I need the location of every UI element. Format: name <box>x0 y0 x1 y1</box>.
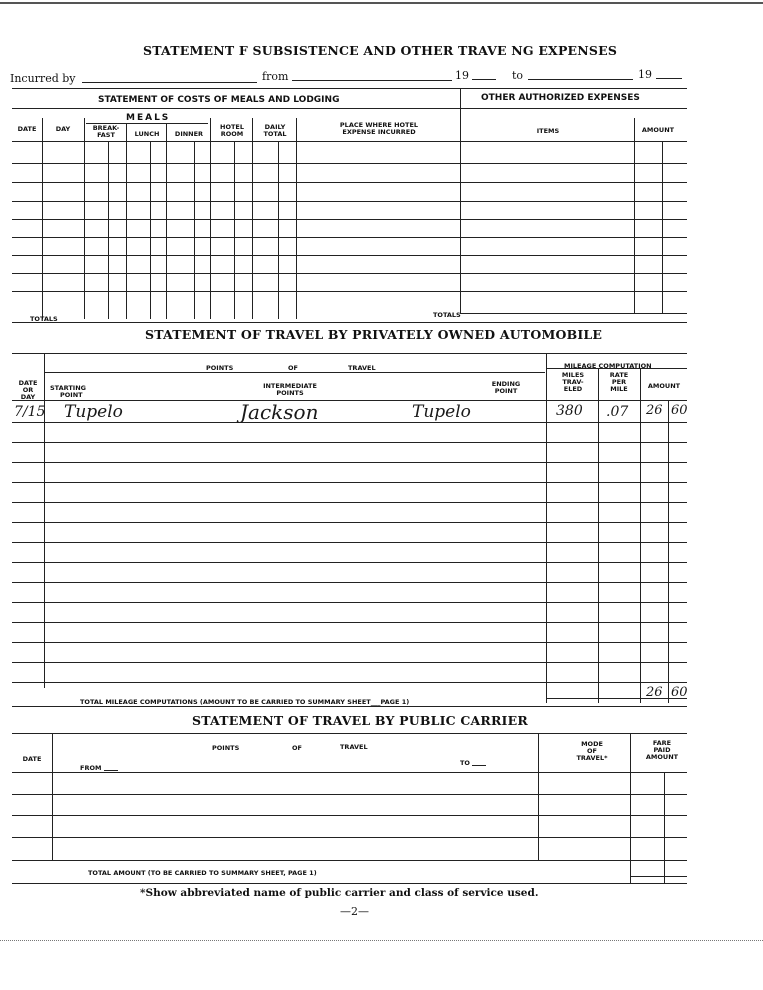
carrier-row-line <box>12 860 687 861</box>
carrier-col-from: FROM <box>80 764 102 772</box>
auto-col-starting <box>50 385 86 399</box>
points-header-rule <box>44 372 545 373</box>
carrier-total-label: TOTAL AMOUNT (TO BE CARRIED TO SUMMARY SHEET, PAGE 1) <box>88 869 317 877</box>
col-hotel-line1: HOTEL <box>220 123 244 131</box>
carrier-header-bottom-rule <box>12 772 687 773</box>
meals-row-line <box>12 182 687 183</box>
auto-col-miles <box>548 372 598 393</box>
auto-col-intermediate-line1: INTERMEDIATE <box>263 382 317 390</box>
meals-row-line <box>12 291 687 292</box>
meals-cents-divider <box>150 141 151 319</box>
to-label: to <box>512 69 524 82</box>
meals-table-bottom-border <box>12 322 687 323</box>
auto-col-ending-line1: ENDING <box>491 380 521 388</box>
carrier-row-line <box>12 794 687 795</box>
carrier-table-bottom-border <box>12 883 687 884</box>
auto-cents-divider <box>668 400 669 703</box>
carrier-col-fare-line2: PAID <box>653 746 671 754</box>
entry-amount-cents: 60 <box>671 403 688 418</box>
auto-col-rate-line2: PER <box>611 378 627 386</box>
meals-cents-divider <box>234 141 235 319</box>
col-place-line2: EXPENSE INCURRED <box>342 128 416 136</box>
other-totals-rule <box>460 313 687 314</box>
auto-col-intermediate-line2: POINTS <box>276 389 304 397</box>
auto-total-dollars: 26 <box>646 685 663 700</box>
year-from-field[interactable] <box>472 79 496 80</box>
carrier-col-divider <box>52 733 53 861</box>
auto-row-line <box>12 542 687 543</box>
carrier-col-mode-line1: MODE <box>581 740 603 748</box>
other-expenses-title: OTHER AUTHORIZED EXPENSES <box>481 93 640 103</box>
col-breakfast-line2: FAST <box>97 131 115 139</box>
carrier-to-field-rule <box>472 765 486 766</box>
entry-starting-point: Tupelo <box>64 402 123 422</box>
meals-row-line <box>12 273 687 274</box>
carrier-row-line <box>12 815 687 816</box>
meals-row-line <box>12 201 687 202</box>
col-dinner: DINNER <box>174 130 204 138</box>
auto-travel-label: TRAVEL <box>348 364 376 372</box>
auto-row-line <box>12 442 687 443</box>
incurred-by-label: Incurred by <box>10 72 76 85</box>
col-breakfast <box>86 125 126 139</box>
col-daily-total <box>254 124 296 138</box>
form-title: STATEMENT F SUBSISTENCE AND OTHER TRAVE NG EXPENSES <box>143 43 618 58</box>
mileage-header-rule <box>546 368 687 369</box>
carrier-col-fare <box>638 740 686 761</box>
auto-col-starting-line1: STARTING <box>50 384 86 392</box>
carrier-col-to: TO <box>460 759 470 767</box>
col-lunch: LUNCH <box>134 130 160 138</box>
carrier-cents-divider <box>664 772 665 883</box>
auto-col-divider <box>546 353 547 703</box>
carrier-col-mode <box>570 741 614 762</box>
year-prefix-from: 19 <box>455 69 469 82</box>
to-field[interactable] <box>528 79 633 80</box>
from-field[interactable] <box>292 80 452 81</box>
meals-cents-divider <box>194 141 195 319</box>
auto-row-line <box>12 502 687 503</box>
entry-intermediate-points: Jackson <box>240 400 319 424</box>
carrier-from-field-rule <box>104 770 118 771</box>
carrier-points-label: POINTS <box>212 744 240 752</box>
auto-col-divider <box>598 368 599 703</box>
meals-row-line <box>12 219 687 220</box>
auto-total-cents: 60 <box>671 685 688 700</box>
carrier-section-title: STATEMENT OF TRAVEL BY PUBLIC CARRIER <box>192 713 528 728</box>
carrier-of-label: OF <box>292 744 302 752</box>
auto-col-date-line3: DAY <box>20 393 36 401</box>
from-label: from <box>262 70 289 83</box>
auto-col-date <box>14 380 42 401</box>
entry-miles: 380 <box>556 403 583 419</box>
carrier-col-fare-line3: AMOUNT <box>645 753 679 761</box>
col-meals: MEALS <box>126 113 171 123</box>
carrier-col-fare-line1: FARE <box>652 739 672 747</box>
meals-totals-label: TOTALS <box>30 315 58 323</box>
auto-col-date-line2: OR <box>22 386 34 394</box>
carrier-travel-label: TRAVEL <box>340 743 368 751</box>
col-amount: AMOUNT <box>641 126 675 134</box>
carrier-totals-rule <box>630 876 687 877</box>
auto-col-date-line1: DATE <box>18 379 38 387</box>
auto-col-miles-line3: ELED <box>563 385 583 393</box>
entry-rate: .07 <box>606 404 629 420</box>
mileage-computation-label: MILEAGE COMPUTATION <box>564 362 652 370</box>
auto-col-ending-line2: POINT <box>494 387 518 395</box>
col-hotel-line2: ROOM <box>220 130 244 138</box>
col-date: DATE <box>17 125 37 133</box>
entry-ending-point: Tupelo <box>412 402 471 422</box>
bottom-edge-dots <box>0 940 763 941</box>
carrier-table-top-border <box>12 733 687 734</box>
footnote: *Show abbreviated name of public carrier and class of service used. <box>140 887 539 899</box>
auto-total-label: TOTAL MILEAGE COMPUTATIONS (AMOUNT TO BE CARRIED TO SUMMARY SHEET___PAGE 1) <box>80 698 410 706</box>
auto-row-line <box>12 482 687 483</box>
entry-date: 7/15 <box>14 404 46 420</box>
meals-row-line <box>12 237 687 238</box>
year-prefix-to: 19 <box>638 68 652 81</box>
top-edge-rule <box>0 2 763 4</box>
auto-row-line <box>12 582 687 583</box>
meals-table-top-border <box>12 88 687 89</box>
carrier-col-mode-line3: TRAVEL* <box>576 754 608 762</box>
auto-row-line <box>12 642 687 643</box>
col-daily-line1: DAILY <box>264 123 286 131</box>
col-items: ITEMS <box>536 127 560 135</box>
meals-title-rule <box>12 108 687 109</box>
col-place-line1: PLACE WHERE HOTEL <box>339 121 419 129</box>
auto-col-intermediate <box>250 383 330 397</box>
auto-col-rate-line1: RATE <box>609 371 629 379</box>
meals-col-divider <box>634 118 635 313</box>
col-place <box>298 122 460 136</box>
meals-section-title: STATEMENT OF COSTS OF MEALS AND LODGING <box>98 95 340 105</box>
meals-cents-divider <box>278 141 279 319</box>
meals-cents-divider <box>662 141 663 313</box>
other-totals-label: TOTALS <box>433 311 461 319</box>
auto-of-label: OF <box>288 364 298 372</box>
meals-row-line <box>12 163 687 164</box>
auto-totals-rule <box>546 698 687 699</box>
auto-table-top-border <box>12 353 687 354</box>
meals-col-divider <box>166 123 167 319</box>
year-to-field[interactable] <box>656 78 682 79</box>
auto-header-bottom-rule <box>12 400 687 401</box>
auto-row-line <box>12 462 687 463</box>
auto-row-line <box>12 522 687 523</box>
auto-section-title: STATEMENT OF TRAVEL BY PRIVATELY OWNED AUTOMOBILE <box>145 327 603 342</box>
auto-col-miles-line1: MILES <box>561 371 585 379</box>
auto-row-line <box>12 602 687 603</box>
auto-row-line <box>12 422 687 423</box>
carrier-col-mode-line2: OF <box>587 747 597 755</box>
incurred-by-field[interactable] <box>82 82 257 83</box>
auto-points-label: POINTS <box>206 364 234 372</box>
carrier-col-divider <box>538 733 539 861</box>
meals-cents-divider <box>108 141 109 319</box>
auto-row-line <box>12 622 687 623</box>
col-hotel-room <box>212 124 252 138</box>
auto-row-line <box>12 562 687 563</box>
auto-col-ending <box>484 381 528 395</box>
entry-amount-dollars: 26 <box>646 403 663 418</box>
auto-col-divider <box>640 368 641 703</box>
page-number: —2— <box>340 905 369 918</box>
carrier-col-date: DATE <box>22 755 42 763</box>
meals-header-bottom-rule <box>12 141 687 142</box>
auto-row-line <box>12 662 687 663</box>
auto-table-bottom-border <box>12 706 687 707</box>
auto-col-starting-line2: POINT <box>60 391 83 399</box>
auto-col-miles-line2: TRAV- <box>562 378 584 386</box>
col-daily-line2: TOTAL <box>263 130 287 138</box>
auto-col-amount: AMOUNT <box>647 382 681 390</box>
carrier-row-line <box>12 837 687 838</box>
auto-col-rate <box>600 372 638 393</box>
meals-col-divider <box>126 123 127 319</box>
col-breakfast-line1: BREAK- <box>92 124 120 132</box>
auto-col-rate-line3: MILE <box>610 385 628 393</box>
meals-row-line <box>12 255 687 256</box>
auto-row-line <box>12 682 687 683</box>
col-day: DAY <box>55 125 71 133</box>
